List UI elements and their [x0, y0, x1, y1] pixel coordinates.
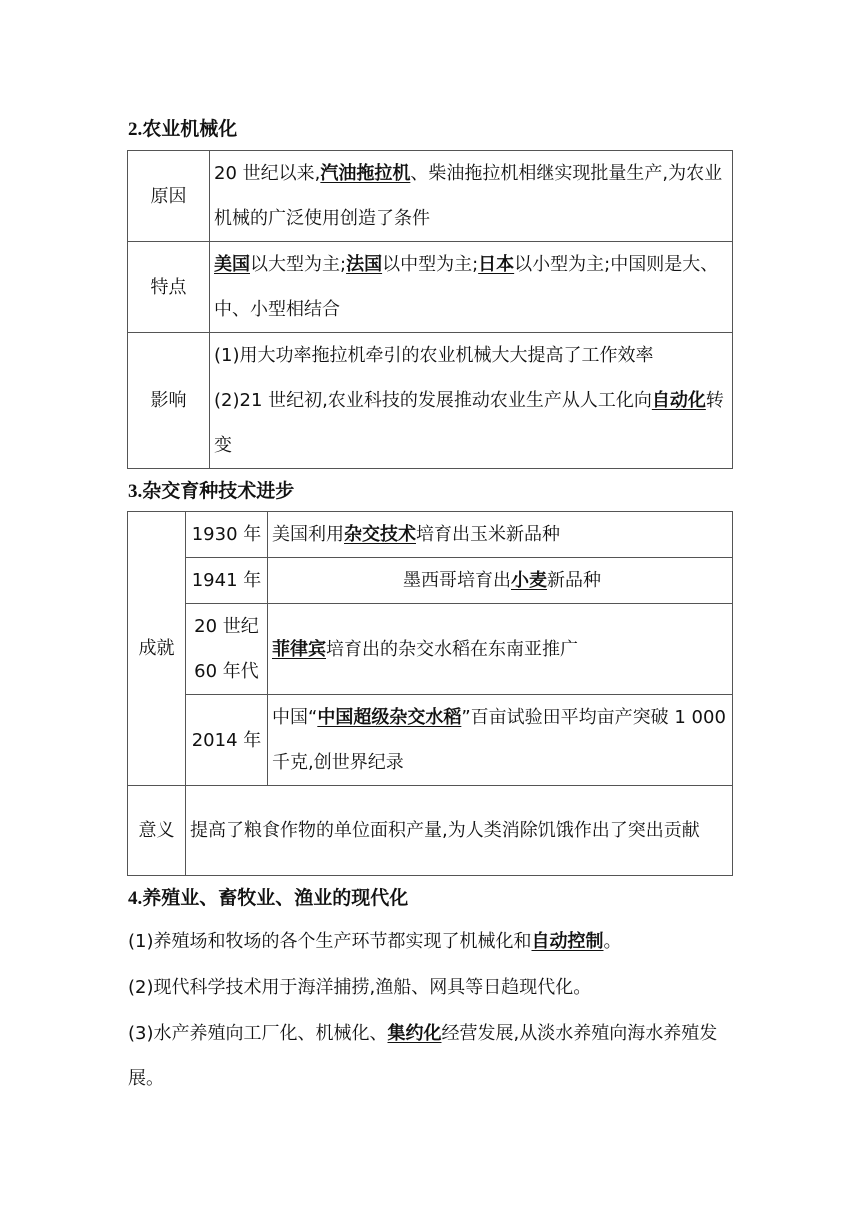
row-reason — [128, 151, 733, 242]
year-1941: 1941 年 — [186, 558, 268, 604]
year-2014: 2014 年 — [186, 695, 268, 786]
paragraph-1: (1)养殖场和牧场的各个生产环节都实现了机械化和自动控制。 — [128, 931, 622, 952]
label-reason: 原因 — [128, 151, 210, 242]
section-4-title: 4.养殖业、畜牧业、渔业的现代化 — [128, 887, 409, 909]
row-1941 — [128, 558, 733, 604]
row-impact — [128, 333, 733, 469]
label-meaning: 意义 — [128, 786, 186, 876]
row-feature — [128, 242, 733, 333]
cell-meaning: 提高了粮食作物的单位面积产量,为人类消除饥饿作出了突出贡献 — [186, 786, 733, 876]
cell-1941: 墨西哥培育出小麦新品种 — [268, 558, 733, 604]
year-1930: 1930 年 — [186, 512, 268, 558]
hybrid-breeding-table — [127, 511, 733, 876]
label-feature: 特点 — [128, 242, 210, 333]
cell-reason: 20 世纪以来,汽油拖拉机、柴油拖拉机相继实现批量生产,为农业机械的广泛使用创造了条件 — [210, 151, 733, 242]
row-1960s — [128, 604, 733, 695]
cell-2014: 中国“中国超级杂交水稻”百亩试验田平均亩产突破 1 000 千克,创世界纪录 — [268, 695, 733, 786]
label-achievement: 成就 — [128, 512, 186, 786]
cell-1930: 美国利用杂交技术培育出玉米新品种 — [268, 512, 733, 558]
row-2014 — [128, 695, 733, 786]
section-2-title: 2.农业机械化 — [128, 118, 238, 140]
row-meaning — [128, 786, 733, 876]
label-impact: 影响 — [128, 333, 210, 469]
row-1930 — [128, 512, 733, 558]
cell-1960s: 菲律宾培育出的杂交水稻在东南亚推广 — [268, 604, 733, 695]
mechanization-table — [127, 150, 733, 469]
cell-impact: (1)用大功率拖拉机牵引的农业机械大大提高了工作效率 (2)21 世纪初,农业科技的发展推动农业生产从人工化向自动化转变 — [210, 333, 733, 469]
cell-feature: 美国以大型为主;法国以中型为主;日本以小型为主;中国则是大、中、小型相结合 — [210, 242, 733, 333]
paragraph-3: (3)水产养殖向工厂化、机械化、集约化经营发展,从淡水养殖向海水养殖发展。 — [128, 1023, 718, 1089]
section-3-title: 3.杂交育种技术进步 — [128, 480, 295, 502]
year-1960s: 20 世纪 60 年代 — [186, 604, 268, 695]
paragraph-2: (2)现代科学技术用于海洋捕捞,渔船、网具等日趋现代化。 — [128, 977, 592, 998]
